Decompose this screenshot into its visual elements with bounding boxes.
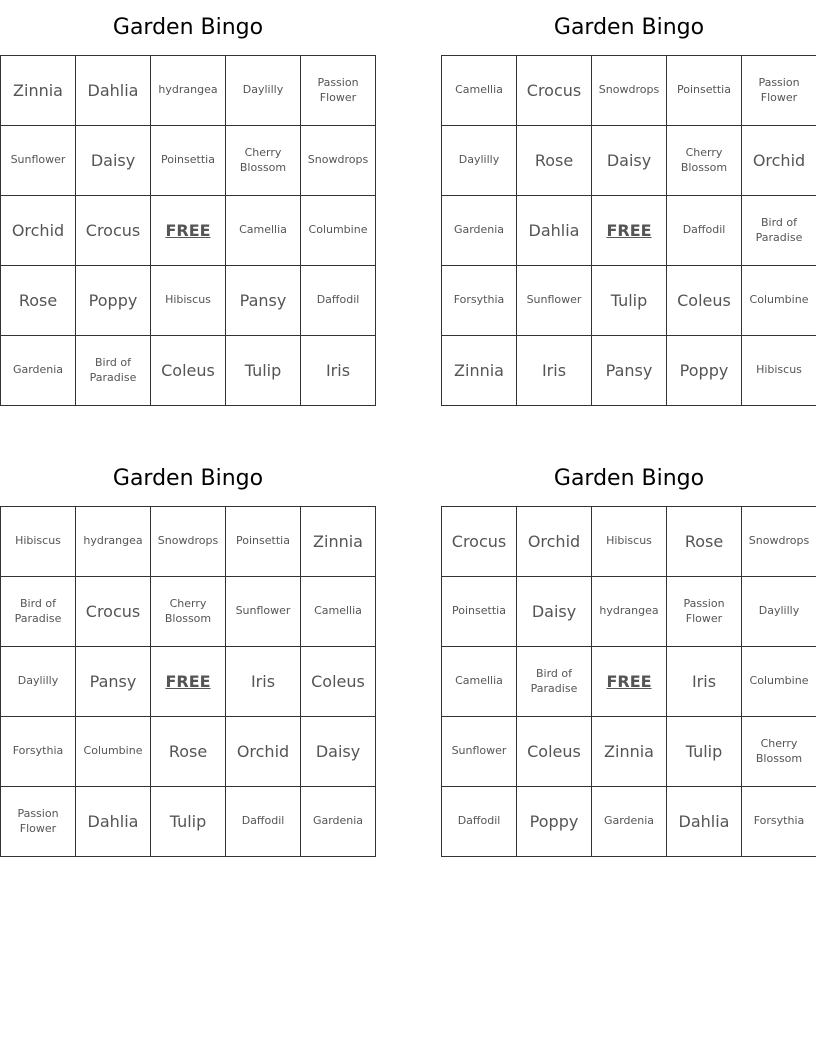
bingo-cell: Rose — [517, 126, 592, 196]
bingo-cell: Gardenia — [442, 196, 517, 266]
free-space-cell: FREE — [151, 196, 226, 266]
bingo-cell: Poppy — [517, 787, 592, 857]
bingo-cell: Tulip — [151, 787, 226, 857]
bingo-cell: Passion Flower — [742, 56, 816, 126]
bingo-cell: Hibiscus — [742, 336, 816, 406]
bingo-card-3 — [0, 451, 376, 857]
bingo-cell: Gardenia — [592, 787, 667, 857]
bingo-cell: hydrangea — [151, 56, 226, 126]
bingo-cell: Pansy — [76, 647, 151, 717]
bingo-cell: Poppy — [667, 336, 742, 406]
bingo-cell: Coleus — [151, 336, 226, 406]
bingo-cell: Poinsettia — [226, 507, 301, 577]
bingo-cell: Pansy — [592, 336, 667, 406]
bingo-cell: Tulip — [592, 266, 667, 336]
bingo-cell: Hibiscus — [592, 507, 667, 577]
bingo-cell: Bird of Paradise — [1, 577, 76, 647]
bingo-cell: Orchid — [226, 717, 301, 787]
bingo-cell: Poppy — [76, 266, 151, 336]
bingo-cell: Iris — [226, 647, 301, 717]
bingo-cell: Rose — [667, 507, 742, 577]
bingo-card-1 — [0, 0, 376, 406]
bingo-cell: Dahlia — [517, 196, 592, 266]
bingo-cell: Snowdrops — [592, 56, 667, 126]
bingo-cell: Tulip — [667, 717, 742, 787]
bingo-cell: Pansy — [226, 266, 301, 336]
bingo-cell: Iris — [301, 336, 376, 406]
bingo-cell: Zinnia — [301, 507, 376, 577]
bingo-cell: Columbine — [76, 717, 151, 787]
bingo-cell: Camellia — [226, 196, 301, 266]
bingo-cell: Dahlia — [76, 787, 151, 857]
bingo-cell: Daisy — [517, 577, 592, 647]
bingo-cell: Daisy — [301, 717, 376, 787]
bingo-cell: Cherry Blossom — [226, 126, 301, 196]
bingo-cell: Daffodil — [442, 787, 517, 857]
bingo-cell: Poinsettia — [667, 56, 742, 126]
bingo-cell: hydrangea — [592, 577, 667, 647]
free-space-cell: FREE — [592, 196, 667, 266]
bingo-cell: Daisy — [592, 126, 667, 196]
bingo-cell: Crocus — [76, 196, 151, 266]
bingo-cell: Crocus — [517, 56, 592, 126]
bingo-cell: Crocus — [442, 507, 517, 577]
bingo-cell: Sunflower — [442, 717, 517, 787]
bingo-cell: Tulip — [226, 336, 301, 406]
bingo-cell: Daffodil — [667, 196, 742, 266]
bingo-cell: Daylilly — [226, 56, 301, 126]
bingo-cell: Cherry Blossom — [667, 126, 742, 196]
bingo-cell: Passion Flower — [1, 787, 76, 857]
free-space-cell: FREE — [151, 647, 226, 717]
bingo-cell: Sunflower — [517, 266, 592, 336]
bingo-cell: Snowdrops — [301, 126, 376, 196]
bingo-cell: Daisy — [76, 126, 151, 196]
bingo-cell: Bird of Paradise — [76, 336, 151, 406]
bingo-cell: Orchid — [517, 507, 592, 577]
bingo-cell: Zinnia — [592, 717, 667, 787]
bingo-cell: Columbine — [301, 196, 376, 266]
bingo-cell: Daylilly — [1, 647, 76, 717]
bingo-cell: Iris — [667, 647, 742, 717]
bingo-cell: hydrangea — [76, 507, 151, 577]
bingo-cell: Orchid — [1, 196, 76, 266]
bingo-cell: Dahlia — [667, 787, 742, 857]
card-title: Garden Bingo — [553, 15, 705, 40]
card-title: Garden Bingo — [112, 466, 264, 491]
bingo-cell: Daffodil — [226, 787, 301, 857]
bingo-cell: Coleus — [517, 717, 592, 787]
bingo-cell: Camellia — [442, 56, 517, 126]
bingo-cell: Gardenia — [1, 336, 76, 406]
free-space-cell: FREE — [592, 647, 667, 717]
bingo-cell: Hibiscus — [1, 507, 76, 577]
bingo-cell: Passion Flower — [667, 577, 742, 647]
bingo-cell: Zinnia — [1, 56, 76, 126]
bingo-cell: Sunflower — [226, 577, 301, 647]
bingo-grid — [0, 55, 376, 406]
bingo-cell: Sunflower — [1, 126, 76, 196]
bingo-cell: Camellia — [442, 647, 517, 717]
bingo-cell: Rose — [1, 266, 76, 336]
bingo-cell: Snowdrops — [151, 507, 226, 577]
bingo-cell: Rose — [151, 717, 226, 787]
bingo-cell: Poinsettia — [151, 126, 226, 196]
bingo-cell: Cherry Blossom — [151, 577, 226, 647]
bingo-cell: Forsythia — [442, 266, 517, 336]
bingo-cell: Forsythia — [1, 717, 76, 787]
bingo-cell: Hibiscus — [151, 266, 226, 336]
bingo-cell: Passion Flower — [301, 56, 376, 126]
bingo-cell: Columbine — [742, 647, 816, 717]
bingo-cell: Snowdrops — [742, 507, 816, 577]
bingo-cell: Cherry Blossom — [742, 717, 816, 787]
bingo-cell: Forsythia — [742, 787, 816, 857]
bingo-cell: Poinsettia — [442, 577, 517, 647]
bingo-cell: Zinnia — [442, 336, 517, 406]
bingo-cell: Bird of Paradise — [742, 196, 816, 266]
bingo-cell: Coleus — [301, 647, 376, 717]
card-title: Garden Bingo — [112, 15, 264, 40]
bingo-cell: Camellia — [301, 577, 376, 647]
bingo-grid — [441, 55, 816, 406]
bingo-cell: Bird of Paradise — [517, 647, 592, 717]
bingo-cell: Daylilly — [742, 577, 816, 647]
bingo-cell: Orchid — [742, 126, 816, 196]
bingo-cell: Daffodil — [301, 266, 376, 336]
bingo-cell: Daylilly — [442, 126, 517, 196]
bingo-cell: Columbine — [742, 266, 816, 336]
bingo-cell: Gardenia — [301, 787, 376, 857]
bingo-card-4 — [441, 451, 816, 857]
card-title: Garden Bingo — [553, 466, 705, 491]
bingo-cell: Coleus — [667, 266, 742, 336]
bingo-cell: Crocus — [76, 577, 151, 647]
bingo-grid — [0, 506, 376, 857]
bingo-card-2 — [441, 0, 816, 406]
bingo-cell: Iris — [517, 336, 592, 406]
bingo-cell: Dahlia — [76, 56, 151, 126]
bingo-grid — [441, 506, 816, 857]
